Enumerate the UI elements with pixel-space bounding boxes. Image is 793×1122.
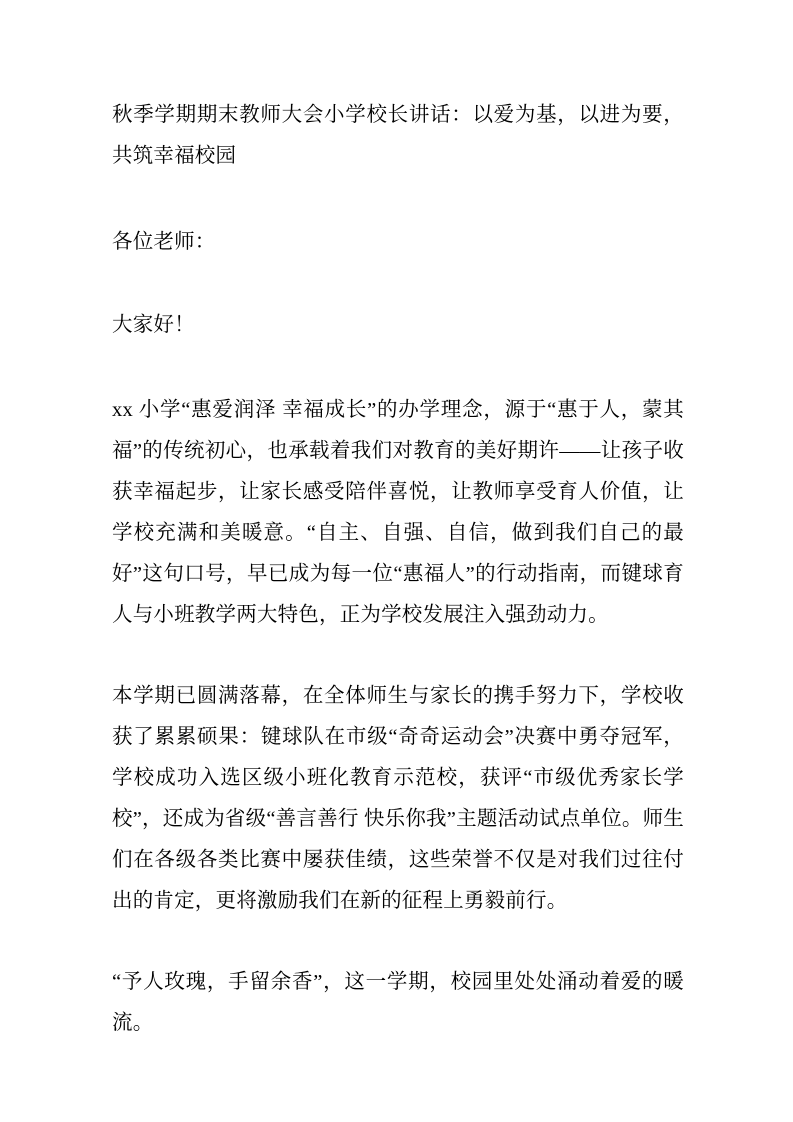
body-paragraph-2: 本学期已圆满落幕，在全体师生与家长的携手努力下，学校收获了累累硕果：键球队在市级“奇奇运动会”决赛中勇夺冠军，学校成功入选区级小班化教育示范校，获评“市级优秀家长学校”，还成为省级“善言善行 快乐你我”主题活动试点单位。师生们在各级各类比赛中屡获佳绩，这些荣誉不仅是对我们过往付出的肯定，更将激励我们在新的征程上勇毅前行。 — [112, 685, 684, 912]
body-paragraph-3: “予人玫瑰，手留余香”，这一学期，校园里处处涌动着爱的暖流。 — [112, 971, 684, 1034]
body-paragraph-1: xx 小学“惠爱润泽 幸福成长”的办学理念，源于“惠于人，蒙其福”的传统初心，也承载着我们对教育的美好期许——让孩子收获幸福起步，让家长感受陪伴喜悦，让教师享受育人价值，让学校充满和美暖意。“自主、自强、自信，做到我们自己的最好”这句口号，早已成为每一位“惠福人”的行动指南，而键球育人与小班教学两大特色，正为学校发展注入强劲动力。 — [112, 399, 684, 626]
document-body — [112, 95, 684, 1044]
salutation-line: 各位老师： — [112, 231, 216, 253]
greeting-line: 大家好！ — [112, 314, 195, 336]
document-title: 秋季学期期末教师大会小学校长讲话：以爱为基，以进为要，共筑幸福校园 — [112, 104, 684, 167]
